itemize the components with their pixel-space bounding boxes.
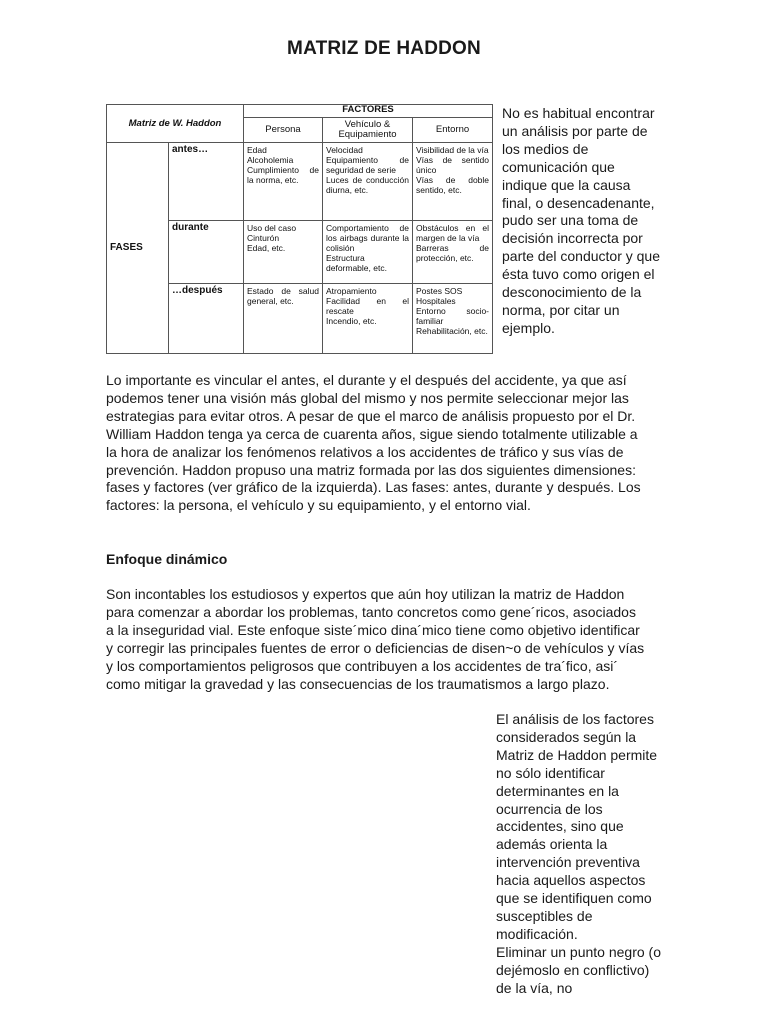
paragraph-enfoque: Son incontables los estudiosos y expertos que aún hoy utilizan la matriz de Haddon para comenzar a abordar los problemas, tanto concretos como gene´ricos, asociados a la inseguridad vial. Este enfoque siste´mico dina´mico tiene como objetivo identificar y corregir las principales fuentes de error o deficiencias de disen~o de vehículos y vías y los comportamientos peligrosos que contribuyen a los accidentes de tra´fico, asi´ como mitigar la gravedad y las consecuencias de los traumatismos a largo plazo. <box>106 586 645 692</box>
factores-header: FACTORES <box>244 105 493 118</box>
right-paragraph-analisis: El análisis de los factores considerados según la Matriz de Haddon permite no sólo identificar determinantes en la ocurrencia de los accidentes, sino que además orienta la intervención preventiva hacia aquellos aspectos que se identifiquen como susceptibles de modificación. <box>496 711 658 942</box>
paragraph-vincular: Lo importante es vincular el antes, el durante y el después del accidente, ya que así podemos tener una visión más global del mismo y nos permite seleccionar mejor las estrategias para evitar otros. A pesar de que el marco de análisis propuesto por el Dr. William Haddon tenga ya cerca de cuarenta años, sigue siendo totalmente utilizable a la hora de analizar los fenómenos relativos a los accidentes de tráfico y sus vías de prevención. Haddon propuso una matriz formada por las dos siguientes dimensiones: fases y factores (ver gráfico de la izquierda). Las fases: antes, durante y después. Los factores: la persona, el vehículo y su equipamiento, y el entorno vial. <box>106 372 641 514</box>
phase-despues: …después <box>169 283 244 353</box>
haddon-matrix-table <box>106 104 493 354</box>
factor-entorno: Entorno <box>413 118 493 143</box>
right-column-text <box>496 711 666 998</box>
cell-durante-persona: Uso del caso Cinturón Edad, etc. <box>244 221 323 283</box>
phase-antes: antes… <box>169 143 244 221</box>
cell-durante-vehiculo: Comportamiento de los airbags durante la colisión Estructura deformable, etc. <box>323 221 413 283</box>
cell-durante-entorno: Obstáculos en el margen de la vía Barreras de protección, etc. <box>413 221 493 283</box>
factor-vehiculo: Vehículo & Equipamiento <box>323 118 413 143</box>
page-title: MATRIZ DE HADDON <box>287 38 481 59</box>
fases-label: FASES <box>107 143 169 354</box>
cell-despues-entorno: Postes SOS Hospitales Entorno socio-familiar Rehabilitación, etc. <box>413 283 493 353</box>
cell-antes-entorno: Visibilidad de la vía Vías de sentido único Vías de doble sentido, etc. <box>413 143 493 221</box>
cell-antes-persona: Edad Alcoholemia Cumplimiento de la norma, etc. <box>244 143 323 221</box>
section-heading-enfoque: Enfoque dinámico <box>106 551 228 567</box>
right-paragraph-eliminar: Eliminar un punto negro (o dejémoslo en conflictivo) de la vía, no <box>496 943 661 996</box>
cell-despues-persona: Estado de salud general, etc. <box>244 283 323 353</box>
cell-antes-vehiculo: Velocidad Equipamiento de seguridad de serie Luces de conducción diurna, etc. <box>323 143 413 221</box>
matrix-header-label: Matriz de W. Haddon <box>107 105 244 143</box>
factor-persona: Persona <box>244 118 323 143</box>
phase-durante: durante <box>169 221 244 283</box>
side-paragraph: No es habitual encontrar un análisis por parte de los medios de comunicación que indique que la causa final, o desencadenante, pudo ser una toma de decisión incorrecta por parte del conductor y que ésta tuvo como origen el desconocimiento de la norma, por citar un ejemplo. <box>502 105 660 336</box>
cell-despues-vehiculo: Atropamiento Facilidad en el rescate Incendio, etc. <box>323 283 413 353</box>
